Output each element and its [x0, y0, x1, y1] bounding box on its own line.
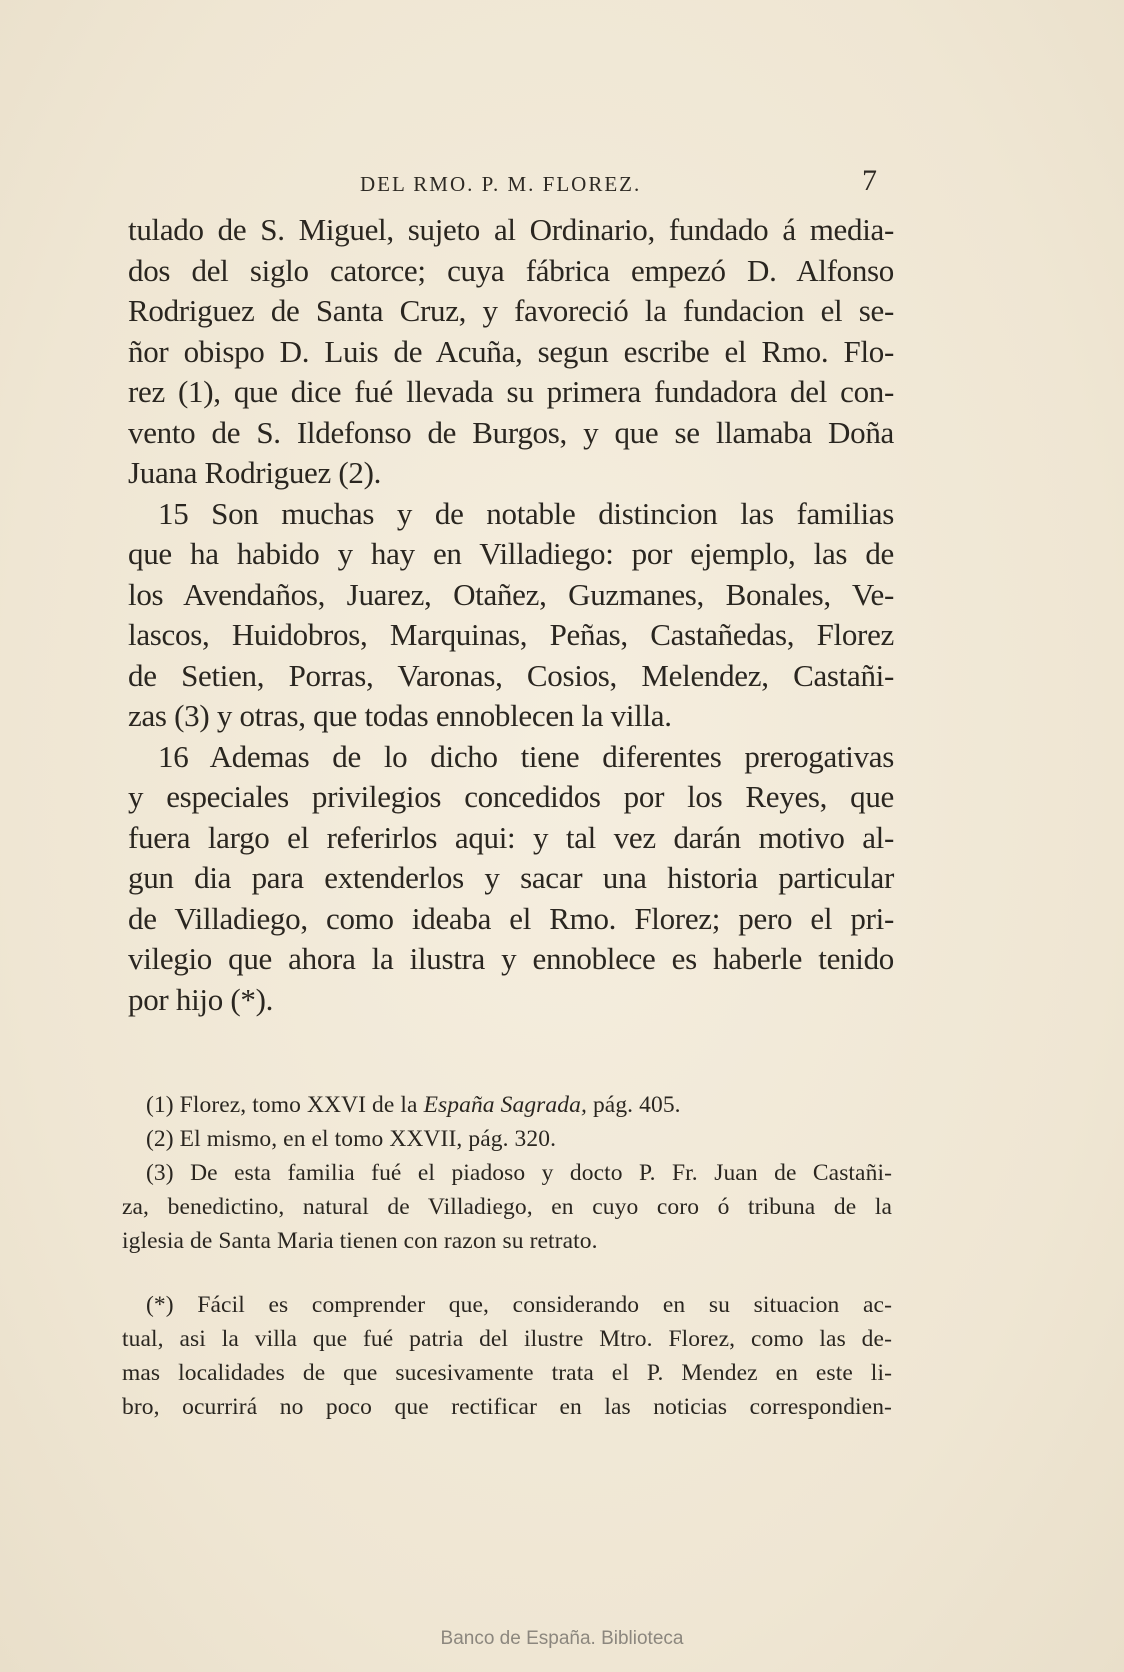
paragraph-15-start: 15 Son muchas y de notable distincion las familias — [158, 495, 894, 531]
footnote-3-line: iglesia de Santa Maria tienen con razon su retrato. — [122, 1228, 598, 1254]
paragraph-16-start: 16 Ademas de lo dicho tiene diferentes prerogativas — [158, 738, 894, 774]
body-line: los Avendaños, Juarez, Otañez, Guzmanes, Bonales, Ve- — [128, 576, 894, 612]
footnotes — [122, 1088, 892, 1424]
body-line: y especiales privilegios concedidos por los Reyes, que — [128, 779, 894, 814]
library-watermark: Banco de España. Biblioteca — [440, 1628, 684, 1649]
body-line: vilegio que ahora la ilustra y ennoblece es haberle tenido — [128, 941, 894, 976]
body-line: dos del siglo catorce; cuya fábrica empezó D. Alfonso — [128, 252, 894, 288]
footnote-1-title: España Sagrada, — [423, 1092, 587, 1118]
body-line: ñor obispo D. Luis de Acuña, segun escribe el Rmo. Flo- — [128, 333, 894, 369]
footnote-1-suffix: pág. 405. — [586, 1092, 681, 1118]
footnote-1-prefix: (1) Florez, tomo XXVI de la — [146, 1092, 424, 1118]
footnote-star-line: tual, asi la villa que fué patria del ilustre Mtro. Florez, como las de- — [122, 1326, 892, 1352]
footnote-star-line: mas localidades de que sucesivamente trata el P. Mendez en este li- — [122, 1360, 892, 1386]
body-line: de Setien, Porras, Varonas, Cosios, Melendez, Castañi- — [128, 657, 894, 693]
body-line: por hijo (*). — [128, 981, 274, 1017]
body-line: de Villadiego, como ideaba el Rmo. Florez; pero el pri- — [128, 900, 894, 936]
body-line: rez (1), que dice fué llevada su primera fundadora del con- — [128, 374, 894, 409]
body-line: gun dia para extenderlos y sacar una historia particular — [128, 860, 894, 895]
body-line: Rodriguez de Santa Cruz, y favoreció la fundacion el se- — [128, 293, 894, 328]
body-line: tulado de S. Miguel, sujeto al Ordinario, fundado á media- — [128, 212, 894, 247]
body-line: Juana Rodriguez (2). — [128, 455, 382, 490]
body-line: que ha habido y hay en Villadiego: por ejemplo, las de — [128, 536, 894, 571]
footnote-star-line: bro, ocurrirá no poco que rectificar en las noticias correspondien- — [122, 1394, 892, 1420]
body-line: vento de S. Ildefonso de Burgos, y que se llamaba Doña — [128, 414, 894, 450]
page-number: 7 — [862, 164, 877, 197]
body-line: fuera largo el referirlos aqui: y tal vez darán motivo al- — [128, 819, 894, 855]
footnote-star-line: (*) Fácil es comprender que, considerando en su situacion ac- — [146, 1292, 892, 1318]
body-line: lascos, Huidobros, Marquinas, Peñas, Castañedas, Florez — [128, 617, 894, 652]
body-text — [128, 210, 894, 1020]
footnote-1 — [122, 1088, 892, 1122]
footnote-2: (2) El mismo, en el tomo XXVII, pág. 320. — [146, 1126, 557, 1152]
footnote-3-line: za, benedictino, natural de Villadiego, en cuyo coro ó tribuna de la — [122, 1194, 892, 1220]
footnote-3-line: (3) De esta familia fué el piadoso y docto P. Fr. Juan de Castañi- — [146, 1160, 892, 1186]
body-line: zas (3) y otras, que todas ennoblecen la villa. — [128, 698, 672, 733]
running-head: DEL RMO. P. M. FLOREZ. — [360, 172, 642, 196]
footnote-gap — [122, 1258, 892, 1288]
